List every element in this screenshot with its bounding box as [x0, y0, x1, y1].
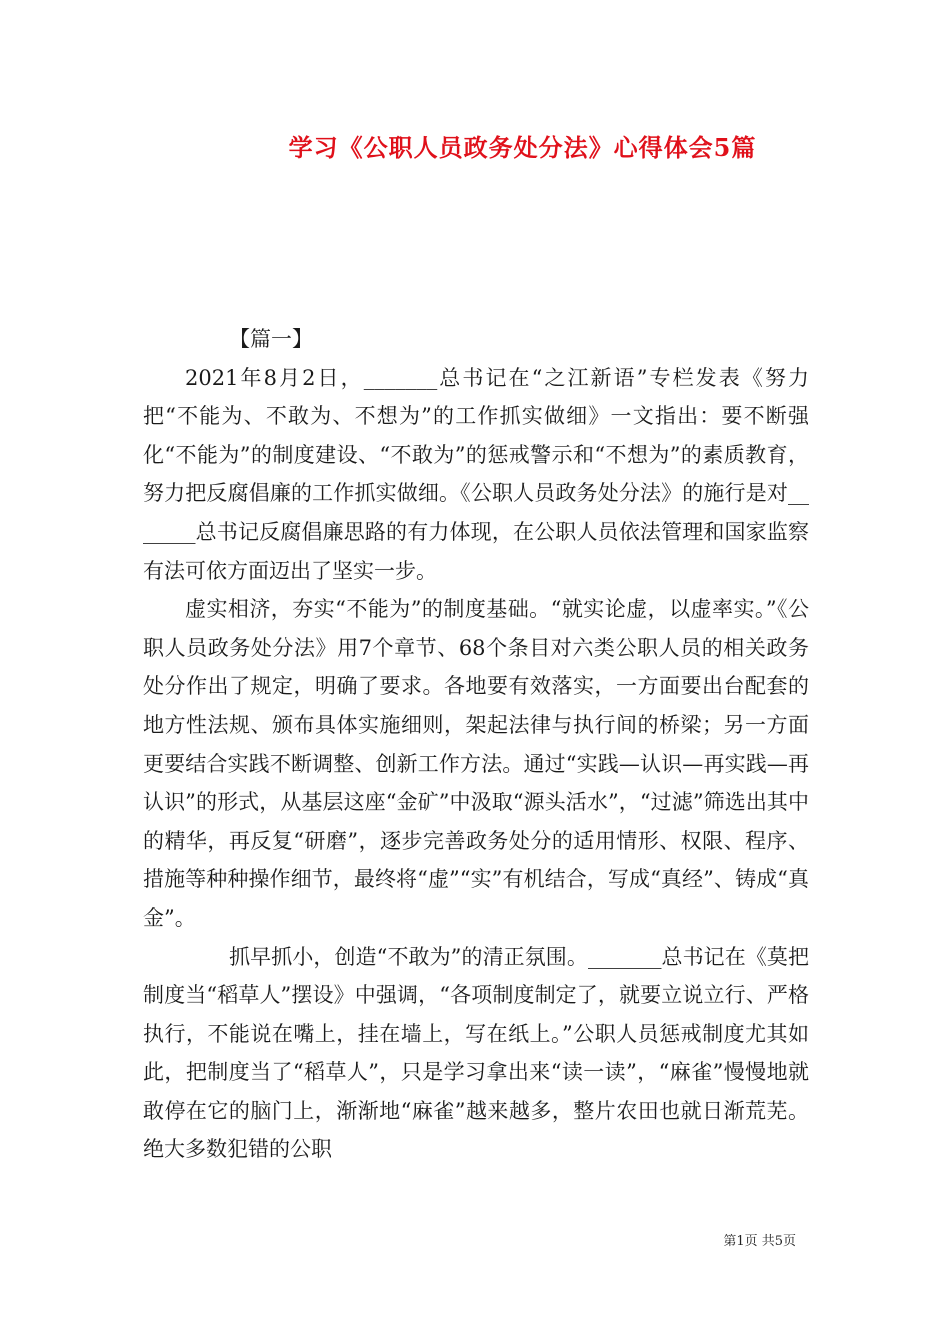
document-title: 学习《公职人员政务处分法》心得体会5篇: [288, 133, 757, 162]
paragraph-2: 虚实相济，夯实“不能为”的制度基础。“就实论虚，以虚率实。”《公职人员政务处分法》用7个章节、68个条目对六类公职人员的相关政务处分作出了规定，明确了要求。各地要有效落实，一方面要出台配套的地方性法规、颁布具体实施细则，架起法律与执行间的桥梁；另一方面更要结合实践不断调整、创新工作方法。通过“实践—认识—再实践—再认识”的形式，从基层这座“金矿”中汲取“源头活水”，“过滤”筛选出其中的精华，再反复“研磨”，逐步完善政务处分的适用情形、权限、程序、措施等种种操作细节，最终将“虚”“实”有机结合，写成“真经”、铸成“真金”。: [143, 597, 809, 930]
page-number-footer: 第1页 共5页: [723, 1234, 796, 1249]
paragraph-1: 2021年8月2日，_______总书记在“之江新语”专栏发表《努力把“不能为、不敢为、不想为”的工作抓实做细》一文指出：要不断强化“不能为”的制度建设、“不敢为”的惩戒警示和“不想为”的素质教育，努力把反腐倡廉的工作抓实做细。《公职人员政务处分法》的施行是对_______总书记反腐倡廉思路的有力体现，在公职人员依法管理和国家监察有法可依方面迈出了坚实一步。: [143, 365, 809, 583]
section-heading: 【篇一】: [229, 327, 313, 351]
paragraph-3: 抓早抓小，创造“不敢为”的清正氛围。_______总书记在《莫把制度当“稻草人”摆设》中强调，“各项制度制定了，就要立说立行、严格执行，不能说在嘴上，挂在墙上，写在纸上。”公职人员惩戒制度尤其如此，把制度当了“稻草人”，只是学习拿出来“读一读”，“麻雀”慢慢地就敢停在它的脑门上，渐渐地“麻雀”越来越多，整片农田也就日渐荒芜。绝大多数犯错的公职: [143, 944, 809, 1162]
document-body: [143, 320, 809, 1169]
